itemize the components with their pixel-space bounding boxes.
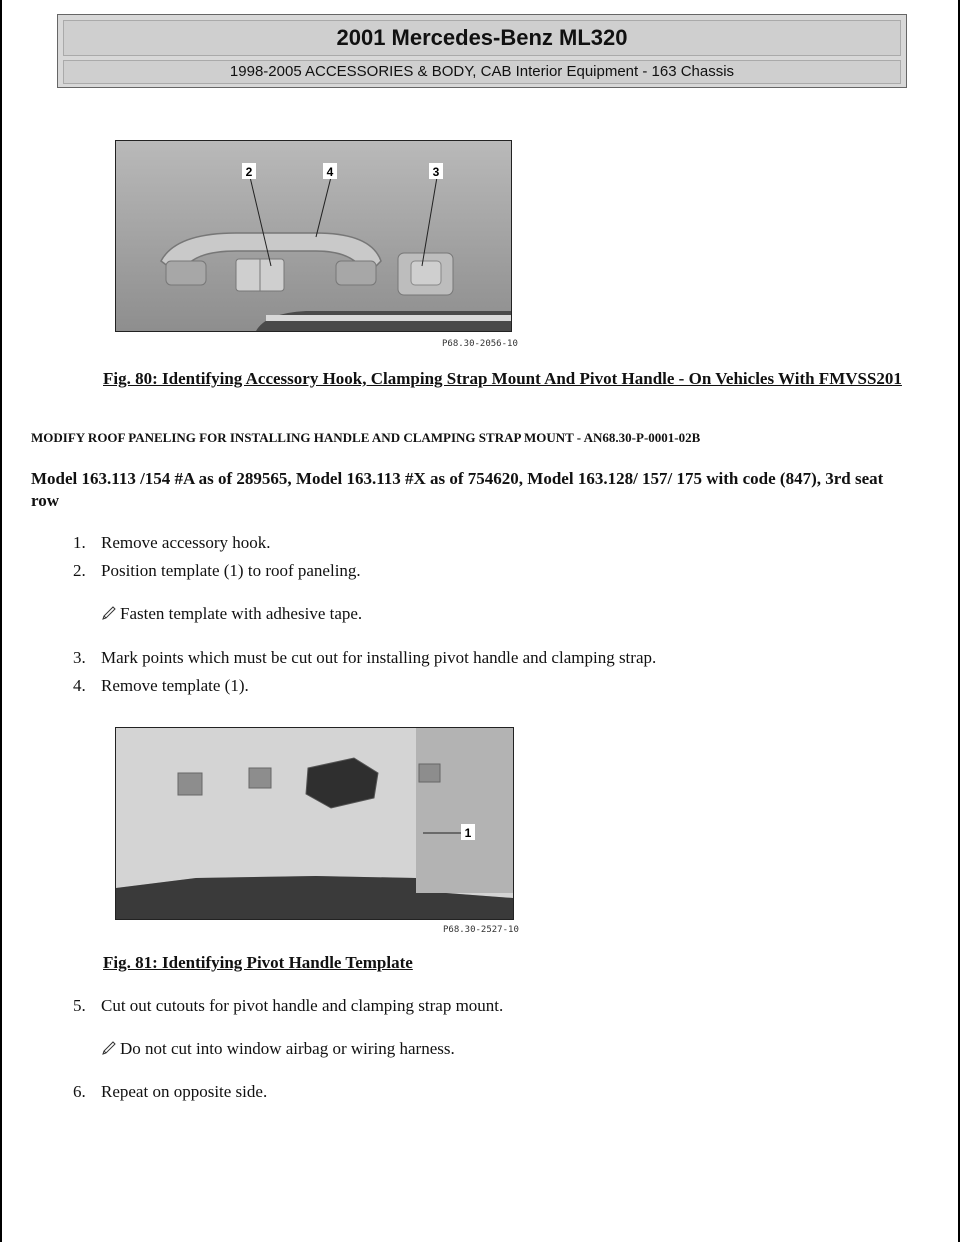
- step-text: Remove accessory hook.: [101, 533, 271, 552]
- step-6: [73, 1082, 267, 1102]
- note-pencil-icon: [102, 606, 116, 620]
- figure-81-caption[interactable]: Fig. 81: Identifying Pivot Handle Template: [103, 953, 413, 972]
- step-text: Cut out cutouts for pivot handle and clamping strap mount.: [101, 996, 504, 1015]
- section-heading: MODIFY ROOF PANELING FOR INSTALLING HANDLE AND CLAMPING STRAP MOUNT - AN68.30-P-0001-02B: [31, 430, 701, 445]
- step-3: [73, 648, 656, 668]
- step-text: Position template (1) to roof paneling.: [101, 561, 361, 580]
- document-title: 2001 Mercedes-Benz ML320: [63, 20, 901, 56]
- figure-81-photo: [115, 727, 514, 920]
- step-number: 2.: [73, 561, 86, 580]
- step-number: 6.: [73, 1082, 86, 1101]
- note-text: Do not cut into window airbag or wiring harness.: [120, 1039, 455, 1058]
- step-5: [73, 996, 503, 1016]
- step-number: 5.: [73, 996, 86, 1015]
- note-2: [102, 1039, 455, 1059]
- figure-80-code: P68.30-2056-10: [442, 339, 518, 349]
- figure-80-photo: [115, 140, 512, 332]
- page-border-left: [0, 0, 2, 1242]
- step-2: [73, 561, 361, 581]
- step-number: 3.: [73, 648, 86, 667]
- note-1: [102, 604, 362, 624]
- figure-81-code: P68.30-2527-10: [443, 925, 519, 935]
- step-number: 1.: [73, 533, 86, 552]
- step-text: Remove template (1).: [101, 676, 249, 695]
- note-text: Fasten template with adhesive tape.: [120, 604, 363, 623]
- document-subtitle: 1998-2005 ACCESSORIES & BODY, CAB Interior Equipment - 163 Chassis: [63, 60, 901, 84]
- figure-80-caption[interactable]: Fig. 80: Identifying Accessory Hook, Clamping Strap Mount And Pivot Handle - On Vehicles With FMVSS201: [103, 369, 902, 388]
- figure-80-callout-2: 2: [245, 165, 253, 179]
- figure-80-callout-3: 3: [432, 165, 440, 179]
- figure-81-callout-1: 1: [464, 826, 472, 840]
- note-pencil-icon: [102, 1041, 116, 1055]
- figure-80-callout-4: 4: [326, 165, 334, 179]
- step-text: Mark points which must be cut out for installing pivot handle and clamping strap.: [101, 648, 657, 667]
- model-heading: Model 163.113 /154 #A as of 289565, Model 163.113 #X as of 754620, Model 163.128/ 157/ 175 with code (847), 3rd seat row: [31, 469, 884, 510]
- step-number: 4.: [73, 676, 86, 695]
- step-1: [73, 533, 270, 553]
- step-4: [73, 676, 249, 696]
- document-header: [57, 14, 907, 88]
- step-text: Repeat on opposite side.: [101, 1082, 268, 1101]
